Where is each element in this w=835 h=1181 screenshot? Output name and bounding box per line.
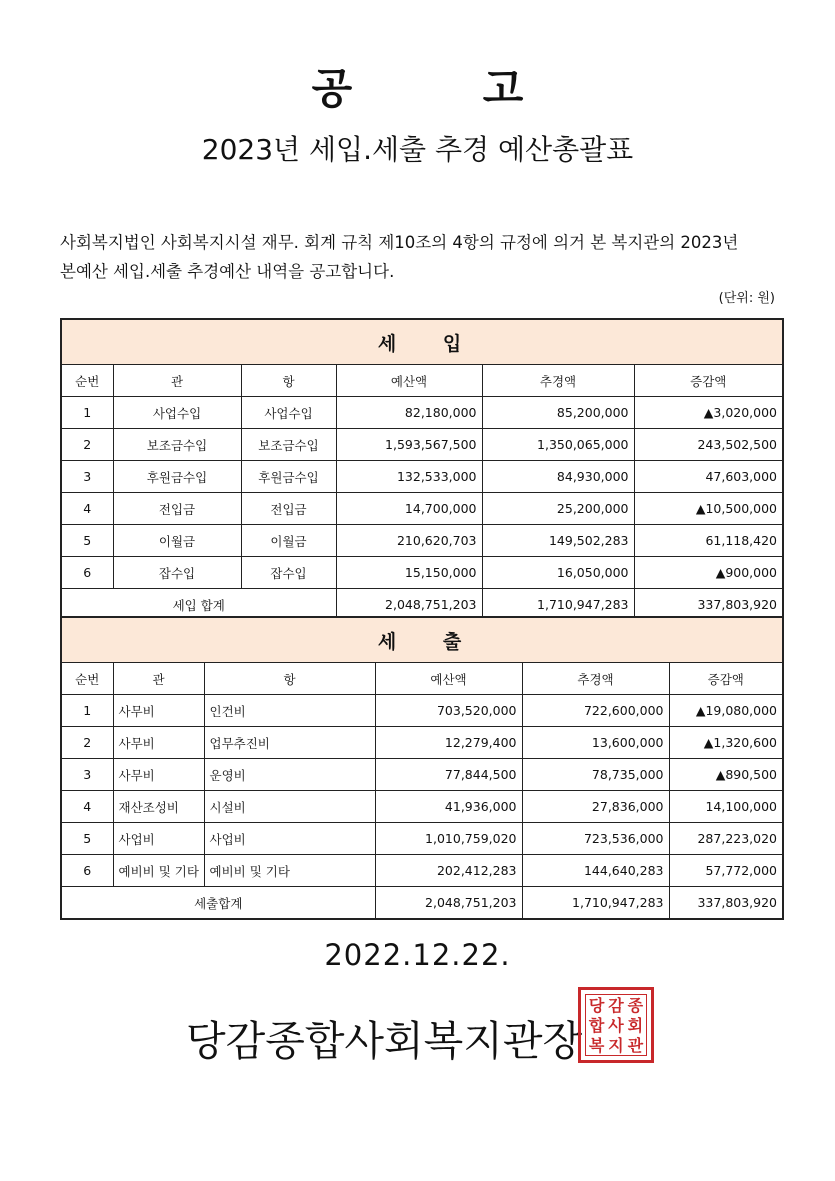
notice-intro xyxy=(60,228,780,286)
table-row xyxy=(61,855,783,887)
cell-no: 5 xyxy=(61,525,113,557)
cell-budget: 12,279,400 xyxy=(375,727,522,759)
cell-hang: 잡수입 xyxy=(241,557,336,589)
total-change: 337,803,920 xyxy=(634,589,783,622)
cell-no: 2 xyxy=(61,429,113,461)
total-budget: 2,048,751,203 xyxy=(375,887,522,920)
cell-gwan: 사무비 xyxy=(113,759,204,791)
table-row xyxy=(61,695,783,727)
cell-budget: 132,533,000 xyxy=(336,461,482,493)
cell-revised: 149,502,283 xyxy=(482,525,634,557)
table-row xyxy=(61,429,783,461)
cell-change: ▲900,000 xyxy=(634,557,783,589)
col-header-revised: 추경액 xyxy=(482,365,634,397)
expense-heading-row xyxy=(61,617,783,663)
cell-change: ▲10,500,000 xyxy=(634,493,783,525)
cell-no: 2 xyxy=(61,727,113,759)
cell-budget: 703,520,000 xyxy=(375,695,522,727)
cell-gwan: 사업수입 xyxy=(113,397,241,429)
intro-line-2: 본예산 세입.세출 추경예산 내역을 공고합니다. xyxy=(60,262,395,281)
cell-no: 6 xyxy=(61,855,113,887)
unit-label: (단위: 원) xyxy=(718,291,775,306)
official-seal-icon: 당 감 종 합 사 회 복 지 관 xyxy=(578,987,654,1063)
col-header-hang: 항 xyxy=(241,365,336,397)
cell-change: 243,502,500 xyxy=(634,429,783,461)
cell-change: 14,100,000 xyxy=(669,791,783,823)
notice-title: 공 고 xyxy=(311,64,582,113)
cell-no: 3 xyxy=(61,759,113,791)
cell-revised: 85,200,000 xyxy=(482,397,634,429)
cell-hang: 예비비 및 기타 xyxy=(204,855,375,887)
cell-gwan: 사무비 xyxy=(113,695,204,727)
cell-hang: 시설비 xyxy=(204,791,375,823)
cell-no: 6 xyxy=(61,557,113,589)
col-header-gwan: 관 xyxy=(113,663,204,695)
total-label: 세출합계 xyxy=(61,887,375,920)
cell-no: 1 xyxy=(61,695,113,727)
cell-revised: 16,050,000 xyxy=(482,557,634,589)
cell-revised: 13,600,000 xyxy=(522,727,669,759)
expense-header-row xyxy=(61,663,783,695)
expense-total-row xyxy=(61,887,783,920)
col-header-change: 증감액 xyxy=(634,365,783,397)
cell-hang: 후원금수입 xyxy=(241,461,336,493)
total-budget: 2,048,751,203 xyxy=(336,589,482,622)
cell-hang: 이월금 xyxy=(241,525,336,557)
col-header-revised: 추경액 xyxy=(522,663,669,695)
notice-subtitle: 2023년 세입.세출 추경 예산총괄표 xyxy=(201,133,634,166)
revenue-heading: 세 입 xyxy=(61,319,783,365)
cell-change: 57,772,000 xyxy=(669,855,783,887)
cell-revised: 723,536,000 xyxy=(522,823,669,855)
cell-no: 4 xyxy=(61,791,113,823)
revenue-heading-row xyxy=(61,319,783,365)
cell-revised: 84,930,000 xyxy=(482,461,634,493)
total-label: 세입 합계 xyxy=(61,589,336,622)
cell-budget: 41,936,000 xyxy=(375,791,522,823)
col-header-no: 순번 xyxy=(61,365,113,397)
cell-hang: 운영비 xyxy=(204,759,375,791)
notice-date: 2022.12.22. xyxy=(324,938,511,972)
cell-gwan: 잡수입 xyxy=(113,557,241,589)
cell-no: 3 xyxy=(61,461,113,493)
cell-hang: 업무추진비 xyxy=(204,727,375,759)
cell-hang: 사업비 xyxy=(204,823,375,855)
table-row xyxy=(61,397,783,429)
cell-gwan: 사업비 xyxy=(113,823,204,855)
cell-hang: 보조금수입 xyxy=(241,429,336,461)
col-header-hang: 항 xyxy=(204,663,375,695)
cell-budget: 77,844,500 xyxy=(375,759,522,791)
col-header-change: 증감액 xyxy=(669,663,783,695)
cell-gwan: 후원금수입 xyxy=(113,461,241,493)
cell-gwan: 사무비 xyxy=(113,727,204,759)
col-header-gwan: 관 xyxy=(113,365,241,397)
cell-revised: 1,350,065,000 xyxy=(482,429,634,461)
cell-gwan: 재산조성비 xyxy=(113,791,204,823)
table-row xyxy=(61,759,783,791)
total-revised: 1,710,947,283 xyxy=(522,887,669,920)
cell-gwan: 이월금 xyxy=(113,525,241,557)
cell-change: 47,603,000 xyxy=(634,461,783,493)
cell-budget: 1,593,567,500 xyxy=(336,429,482,461)
table-row xyxy=(61,791,783,823)
cell-budget: 15,150,000 xyxy=(336,557,482,589)
cell-no: 1 xyxy=(61,397,113,429)
cell-revised: 27,836,000 xyxy=(522,791,669,823)
cell-budget: 14,700,000 xyxy=(336,493,482,525)
expense-heading: 세 출 xyxy=(61,617,783,663)
revenue-table xyxy=(60,318,784,622)
table-row xyxy=(61,525,783,557)
cell-hang: 전입금 xyxy=(241,493,336,525)
table-row xyxy=(61,823,783,855)
col-header-no: 순번 xyxy=(61,663,113,695)
expense-table xyxy=(60,616,784,920)
cell-change: 287,223,020 xyxy=(669,823,783,855)
col-header-budget: 예산액 xyxy=(375,663,522,695)
cell-hang: 인건비 xyxy=(204,695,375,727)
cell-budget: 210,620,703 xyxy=(336,525,482,557)
table-row xyxy=(61,557,783,589)
cell-budget: 202,412,283 xyxy=(375,855,522,887)
cell-budget: 1,010,759,020 xyxy=(375,823,522,855)
cell-no: 5 xyxy=(61,823,113,855)
cell-revised: 144,640,283 xyxy=(522,855,669,887)
table-row xyxy=(61,461,783,493)
cell-change: ▲1,320,600 xyxy=(669,727,783,759)
cell-gwan: 전입금 xyxy=(113,493,241,525)
intro-line-1: 사회복지법인 사회복지시설 재무. 회계 규칙 제10조의 4항의 규정에 의거 본 복지관의 2023년 xyxy=(60,233,739,252)
organization-name: 당감종합사회복지관장 xyxy=(186,1017,583,1065)
cell-revised: 25,200,000 xyxy=(482,493,634,525)
cell-gwan: 예비비 및 기타 xyxy=(113,855,204,887)
cell-hang: 사업수입 xyxy=(241,397,336,429)
cell-gwan: 보조금수입 xyxy=(113,429,241,461)
cell-no: 4 xyxy=(61,493,113,525)
cell-revised: 78,735,000 xyxy=(522,759,669,791)
cell-change: ▲3,020,000 xyxy=(634,397,783,429)
total-change: 337,803,920 xyxy=(669,887,783,920)
table-row xyxy=(61,493,783,525)
table-row xyxy=(61,727,783,759)
revenue-header-row xyxy=(61,365,783,397)
cell-change: ▲890,500 xyxy=(669,759,783,791)
col-header-budget: 예산액 xyxy=(336,365,482,397)
cell-budget: 82,180,000 xyxy=(336,397,482,429)
cell-change: ▲19,080,000 xyxy=(669,695,783,727)
cell-revised: 722,600,000 xyxy=(522,695,669,727)
total-revised: 1,710,947,283 xyxy=(482,589,634,622)
cell-change: 61,118,420 xyxy=(634,525,783,557)
